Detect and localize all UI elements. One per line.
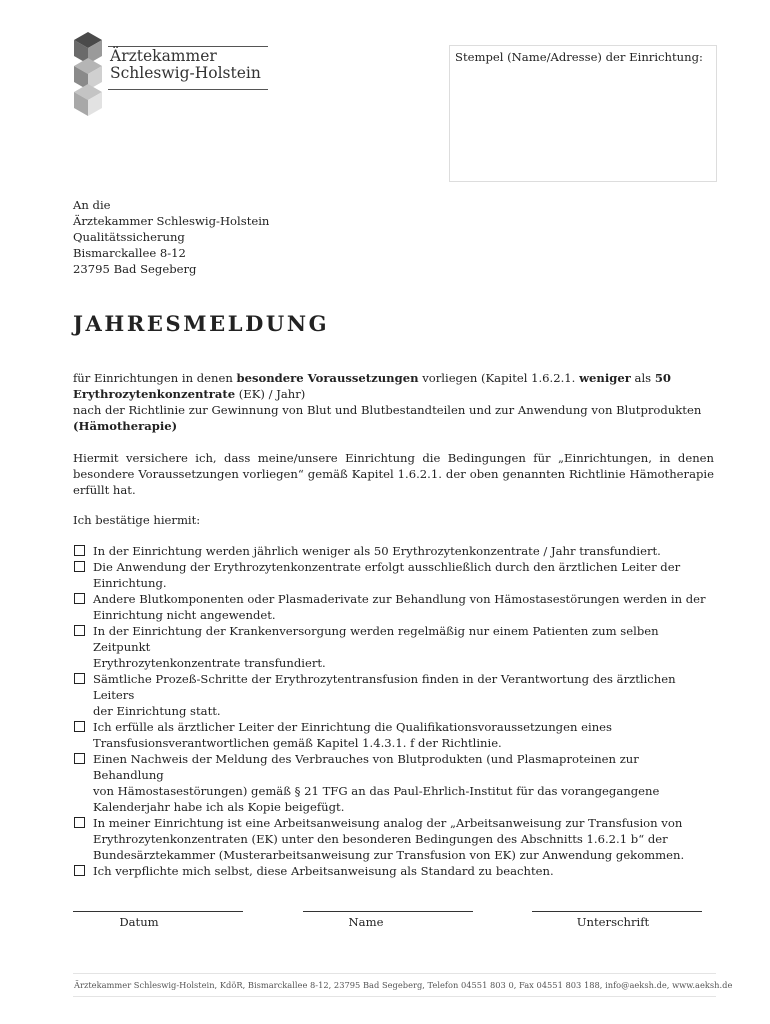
intro-bold: besondere Voraussetzungen bbox=[236, 371, 419, 385]
checkbox[interactable] bbox=[74, 673, 85, 684]
checklist-text: Einrichtung nicht angewendet. bbox=[93, 608, 276, 622]
checklist-text: Einrichtung. bbox=[93, 576, 167, 590]
address-line: Bismarckallee 8-12 bbox=[73, 246, 186, 260]
recipient-address bbox=[73, 197, 269, 277]
checklist-item bbox=[73, 719, 713, 751]
assurance-paragraph: Hiermit versichere ich, dass meine/unsere Einrichtung die Bedingungen für „Einrichtungen, in denen besondere Voraussetzungen vorliegen“ gemäß Kapitel 1.6.2.1. der oben genannten Richtlinie Hämotherapie erfüllt hat. bbox=[73, 451, 714, 497]
stamp-label: Stempel (Name/Adresse) der Einrichtung: bbox=[455, 50, 703, 64]
address-line: Ärztekammer Schleswig-Holstein bbox=[73, 214, 270, 228]
checklist-text: Einen Nachweis der Meldung des Verbrauches von Blutprodukten (und Plasmaproteinen zur Behandlung bbox=[93, 752, 639, 782]
checklist-text: Andere Blutkomponenten oder Plasmaderivate zur Behandlung von Hämostasestörungen werden in der bbox=[93, 592, 706, 606]
checkbox[interactable] bbox=[74, 721, 85, 732]
address-line: 23795 Bad Segeberg bbox=[73, 262, 197, 276]
intro-line: nach der Richtlinie zur Gewinnung von Blut und Blutbestandteilen und zur Anwendung von Blutprodukten bbox=[73, 403, 702, 417]
checkbox[interactable] bbox=[74, 753, 85, 764]
checklist-text: In der Einrichtung der Krankenversorgung werden regelmäßig nur einem Patienten zum selben Zeitpunkt bbox=[93, 624, 659, 654]
intro-bold: 50 Erythrozytenkonzentrate bbox=[73, 371, 671, 401]
checklist-text: Die Anwendung der Erythrozytenkonzentrate erfolgt ausschließlich durch den ärztlichen Leiter der bbox=[93, 560, 681, 574]
checkbox[interactable] bbox=[74, 625, 85, 636]
checklist-text: Ich erfülle als ärztlicher Leiter der Einrichtung die Qualifikationsvoraussetzungen eines bbox=[93, 720, 612, 734]
checklist-item bbox=[73, 863, 713, 879]
logo bbox=[72, 32, 272, 116]
name-label: Name bbox=[348, 915, 384, 929]
checkbox[interactable] bbox=[74, 865, 85, 876]
date-label: Datum bbox=[119, 915, 159, 929]
checklist-item bbox=[73, 559, 713, 591]
intro-bold: (Hämotherapie) bbox=[73, 419, 178, 433]
checklist-text: Erythrozytenkonzentrate transfundiert. bbox=[93, 656, 326, 670]
intro-paragraph bbox=[73, 370, 715, 434]
checklist-text: In meiner Einrichtung ist eine Arbeitsanweisung analog der „Arbeitsanweisung zur Transfusion von bbox=[93, 816, 683, 830]
checkbox[interactable] bbox=[74, 817, 85, 828]
footer-divider bbox=[73, 996, 716, 997]
checklist-item bbox=[73, 591, 713, 623]
intro-bold: weniger bbox=[579, 371, 631, 385]
checklist-text: Erythrozytenkonzentraten (EK) unter den besonderen Bedingungen des Abschnitts 1.6.2.1 b“ der bbox=[93, 832, 668, 846]
checklist-text: In der Einrichtung werden jährlich weniger als 50 Erythrozytenkonzentrate / Jahr transfundiert. bbox=[93, 544, 661, 558]
intro-text: als bbox=[630, 371, 655, 385]
signature-label: Unterschrift bbox=[576, 915, 650, 929]
checklist-item bbox=[73, 671, 713, 719]
checklist-text: von Hämostasestörungen) gemäß § 21 TFG an das Paul-Ehrlich-Institut für das vorangegangene bbox=[93, 784, 660, 798]
checklist-text: der Einrichtung statt. bbox=[93, 704, 221, 718]
checklist-text: Sämtliche Prozeß-Schritte der Erythrozytentransfusion finden in der Verantwortung des ärztlichen Leiters bbox=[93, 672, 676, 702]
footer-divider bbox=[73, 973, 716, 974]
checkbox[interactable] bbox=[74, 593, 85, 604]
signature-field[interactable] bbox=[532, 911, 702, 912]
intro-text: für Einrichtungen in denen bbox=[73, 371, 237, 385]
name-field[interactable] bbox=[303, 911, 473, 912]
logo-emblem-icon bbox=[72, 32, 106, 116]
checkbox[interactable] bbox=[74, 561, 85, 572]
intro-line-bold bbox=[73, 418, 715, 434]
checkbox[interactable] bbox=[74, 545, 85, 556]
checklist-item bbox=[73, 623, 713, 671]
checklist-item bbox=[73, 815, 713, 863]
stamp-field[interactable] bbox=[449, 45, 717, 182]
footer-contact: Ärztekammer Schleswig-Holstein, KdöR, Bismarckallee 8-12, 23795 Bad Segeberg, Telefon 04551 803 0, Fax 04551 803 188, info@aeksh.de, www.aeksh.de bbox=[74, 980, 733, 990]
document-title: JAHRESMELDUNG bbox=[73, 311, 330, 336]
checklist-text: Ich verpflichte mich selbst, diese Arbeitsanweisung als Standard zu beachten. bbox=[93, 864, 554, 878]
date-field[interactable] bbox=[73, 911, 243, 912]
confirm-label: Ich bestätige hiermit: bbox=[73, 513, 201, 527]
intro-text: (EK) / Jahr) bbox=[235, 387, 306, 401]
checklist-text: Transfusionsverantwortlichen gemäß Kapitel 1.4.3.1. f der Richtlinie. bbox=[93, 736, 502, 750]
address-line: Qualitätssicherung bbox=[73, 230, 185, 244]
checklist-item bbox=[73, 751, 713, 815]
logo-line-2: Schleswig-Holstein bbox=[110, 64, 261, 82]
address-line: An die bbox=[73, 198, 111, 212]
checklist-text: Bundesärztekammer (Musterarbeitsanweisung zur Transfusion von EK) zur Anwendung gekommen. bbox=[93, 848, 685, 862]
checklist bbox=[73, 543, 713, 879]
intro-text: vorliegen (Kapitel 1.6.2.1. bbox=[418, 371, 580, 385]
logo-line-1: Ärztekammer bbox=[110, 47, 217, 65]
checklist-item bbox=[73, 543, 713, 559]
checklist-text: Kalenderjahr habe ich als Kopie beigefügt. bbox=[93, 800, 345, 814]
